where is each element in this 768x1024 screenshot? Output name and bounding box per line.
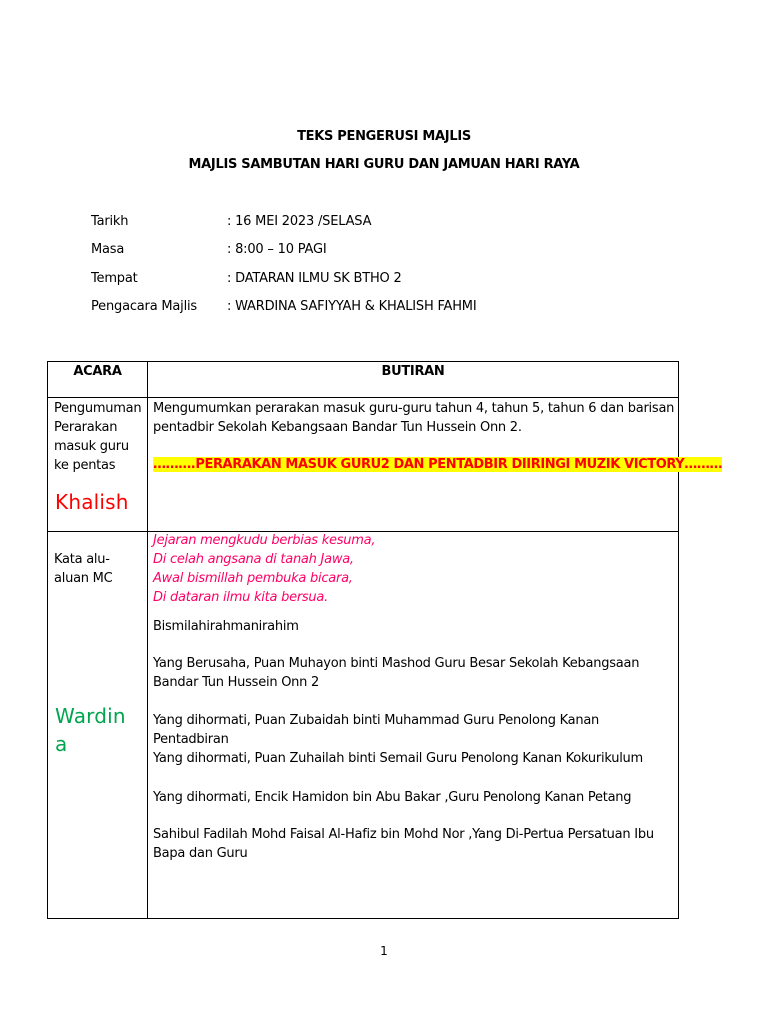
greeting-paragraph-2	[153, 711, 675, 749]
greeting-line: Yang dihormati, Puan Zubaidah binti Muhammad Guru Penolong Kanan Pentadbiran	[153, 713, 600, 747]
row2-acara-line: aluan MC	[54, 571, 113, 586]
pantun-line: Di celah angsana di tanah Jawa,	[153, 552, 354, 567]
info-label-tarikh: Tarikh	[91, 214, 129, 229]
info-label-tempat: Tempat	[91, 271, 138, 286]
info-value-tempat: : DATARAN ILMU SK BTHO 2	[227, 271, 402, 286]
program-table	[47, 361, 723, 919]
greeting-line: Yang dihormati, Puan Zuhailah binti Semail Guru Penolong Kanan Kokurikulum	[153, 751, 643, 766]
table-header-butiran: BUTIRAN	[381, 364, 445, 379]
row1-highlight-line	[153, 455, 722, 474]
music-cue-highlight: ……….PERARAKAN MASUK GURU2 DAN PENTADBIR DIIRINGI MUZIK VICTORY………	[153, 457, 723, 472]
row2-acara	[54, 550, 144, 588]
row1-acara-line: Pengumuman	[54, 401, 142, 416]
greeting-line: Yang Berusaha, Puan Muhayon binti Mashod Guru Besar Sekolah Kebangsaan	[153, 656, 640, 671]
greeting-paragraph-3	[153, 749, 675, 768]
mc-name-khalish: Khalish	[55, 490, 129, 514]
info-value-pengacara: : WARDINA SAFIYYAH & KHALISH FAHMI	[227, 299, 477, 314]
row1-acara-line: ke pentas	[54, 458, 116, 473]
opening-pantun	[153, 531, 675, 607]
pantun-line: Di dataran ilmu kita bersua.	[153, 590, 329, 605]
info-value-masa: : 8:00 – 10 PAGI	[227, 242, 327, 257]
greeting-paragraph-5	[153, 825, 675, 863]
greeting-line: Yang dihormati, Encik Hamidon bin Abu Bakar ,Guru Penolong Kanan Petang	[153, 790, 632, 805]
mc-name-wardina-line: Wardin	[55, 704, 126, 728]
greeting-paragraph-1	[153, 654, 675, 692]
info-label-pengacara: Pengacara Majlis	[91, 299, 197, 314]
document-title: TEKS PENGERUSI MAJLIS	[297, 129, 471, 144]
table-column-divider	[147, 362, 148, 918]
row1-butiran-line: Mengumumkan perarakan masuk guru-guru tahun 4, tahun 5, tahun 6 dan barisan	[153, 401, 675, 416]
row1-acara	[54, 399, 144, 475]
table-header-divider	[48, 397, 678, 398]
opening-basmalah: Bismilahirahmanirahim	[153, 619, 299, 634]
pantun-line: Jejaran mengkudu berbias kesuma,	[153, 533, 376, 548]
mc-name-wardina	[55, 702, 126, 758]
row1-butiran-line: pentadbir Sekolah Kebangsaan Bandar Tun Hussein Onn 2.	[153, 420, 522, 435]
greeting-line: Bapa dan Guru	[153, 846, 248, 861]
page-number: 1	[380, 944, 388, 958]
row1-acara-line: masuk guru	[54, 439, 129, 454]
row1-acara-line: Perarakan	[54, 420, 118, 435]
info-value-tarikh: : 16 MEI 2023 /SELASA	[227, 214, 372, 229]
mc-name-wardina-line: a	[55, 732, 68, 756]
table-header-acara: ACARA	[73, 364, 122, 379]
greeting-line: Sahibul Fadilah Mohd Faisal Al-Hafiz bin Mohd Nor ,Yang Di-Pertua Persatuan Ibu	[153, 827, 654, 842]
document-subtitle: MAJLIS SAMBUTAN HARI GURU DAN JAMUAN HARI RAYA	[188, 157, 580, 172]
greeting-line: Bandar Tun Hussein Onn 2	[153, 675, 320, 690]
row1-butiran	[153, 399, 675, 437]
pantun-line: Awal bismillah pembuka bicara,	[153, 571, 353, 586]
row2-acara-line: Kata alu-	[54, 552, 110, 567]
info-label-masa: Masa	[91, 242, 125, 257]
greeting-paragraph-4	[153, 788, 675, 807]
